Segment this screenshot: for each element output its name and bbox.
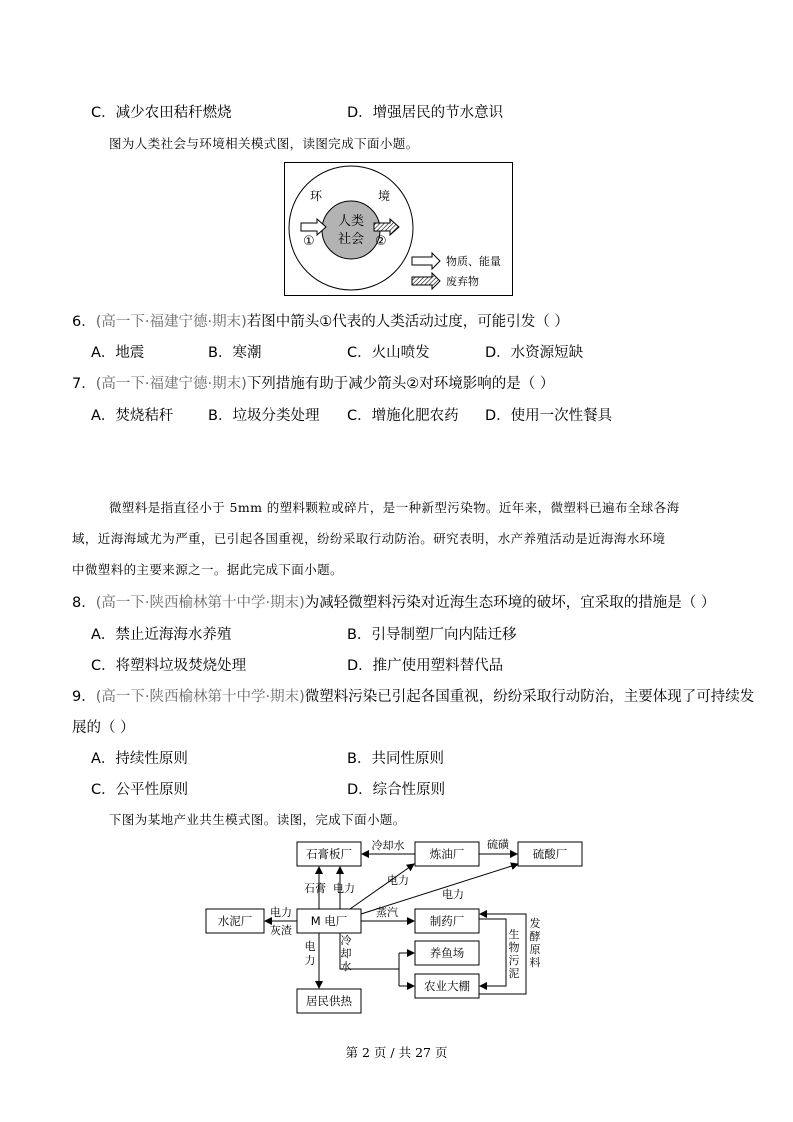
figure-industrial-symbiosis [200,834,592,1020]
q6-number: 6． [72,314,96,330]
edge-electricity-refinery: 电力 [387,874,409,887]
q6-option-b: B．寒潮 [208,345,262,361]
arrow1-label: ① [303,234,315,249]
legend-waste-label: 废弃物 [446,275,479,288]
intro2-line2: 域，近海海域尤为严重，已引起各国重视，纷纷采取行动防治。研究表明，水产养殖活动是近海海水环境 [72,531,666,546]
legend-material-label: 物质、能量 [446,255,501,268]
q8-option-c: C．将塑料垃圾焚烧处理 [91,658,247,674]
question-8 [72,591,715,612]
q9-stem-line1: 微塑料污染已引起各国重视，纷纷采取行动防治，主要体现了可持续发 [304,689,755,705]
figure-human-environment [284,162,513,296]
label-power-plant: M 电厂 [310,914,348,928]
q6-option-a: A．地震 [91,345,145,361]
q8-option-d: D．推广使用塑料替代品 [347,658,504,674]
q8-option-a: A．禁止近海海水养殖 [91,627,232,643]
edge-sulfur: 硫磺 [487,838,509,851]
q6-stem: 若图中箭头①代表的人类活动过度，可能引发（ ） [246,314,569,330]
label-pharma-factory: 制药厂 [429,914,465,928]
edge-ash: 灰渣 [270,924,292,937]
q8-number: 8． [72,595,96,611]
q7-number: 7． [72,376,96,392]
q9-option-b: B．共同性原则 [347,751,444,767]
q6-source: (高一下·福建宁德·期末) [95,314,247,330]
label-refinery: 炼油厂 [429,847,465,861]
env-right-label: 境 [378,189,391,203]
label-fish-farm: 养鱼场 [429,946,465,960]
edge-fermentation: 发酵原料 [529,917,541,969]
q7-stem: 下列措施有助于减少箭头②对环境影响的是（ ） [246,376,555,392]
edge-gypsum: 石膏 [304,882,326,895]
edge-electricity-gypsum: 电力 [333,882,355,895]
edge-electricity-residential: 电力 [304,940,316,967]
q7-option-b: B．垃圾分类处理 [208,408,320,424]
prev-option-d: D．增强居民的节水意识 [347,105,504,121]
center-label-1: 人类 [337,214,365,229]
label-residential-heat: 居民供热 [306,994,352,1008]
label-greenhouse: 农业大棚 [424,979,470,993]
edge-bio-sludge: 生物污泥 [508,928,520,980]
intro-figure2: 下图为某地产业共生模式图。读图，完成下面小题。 [109,812,406,827]
intro-figure1: 图为人类社会与环境相关模式图，读图完成下面小题。 [109,136,419,151]
q6-option-d: D．水资源短缺 [485,345,584,361]
edge-electricity-sulfuric: 电力 [442,888,464,901]
question-9 [72,685,754,706]
intro2-line3: 中微塑料的主要来源之一。据此完成下面小题。 [72,562,343,577]
question-7 [72,372,554,393]
label-sulfuric-factory: 硫酸厂 [532,847,568,861]
q9-source: (高一下·陕西榆林第十中学·期末) [95,689,305,705]
label-gypsum-factory: 石膏板厂 [306,847,352,861]
edge-electricity-cement: 电力 [270,906,292,919]
q7-option-d: D．使用一次性餐具 [485,408,613,424]
q7-option-c: C．增施化肥农药 [347,408,459,424]
q7-option-a: A．焚烧秸秆 [91,408,174,424]
edge-steam: 蒸汽 [376,906,398,919]
q6-option-c: C．火山喷发 [347,345,430,361]
intro2-line1: 微塑料是指直径小于 5mm 的塑料颗粒或碎片，是一种新型污染物。近年来，微塑料已遍布全球各海 [109,500,680,515]
q9-option-d: D．综合性原则 [347,782,446,798]
prev-option-c: C．减少农田秸秆燃烧 [91,105,232,121]
q9-number: 9． [72,689,96,705]
label-cement-factory: 水泥厂 [217,914,253,928]
q9-option-a: A．持续性原则 [91,751,188,767]
arrow2-label: ② [375,234,387,249]
question-6 [72,310,569,331]
q7-source: (高一下·福建宁德·期末) [95,376,247,392]
edge-cooling-water: 冷却水 [371,839,405,852]
human-society-circle [322,201,380,259]
env-left-label: 环 [310,189,323,203]
edge-cooling-water-vertical: 冷却水 [340,934,352,973]
q8-stem: 为减轻微塑料污染对近海生态环境的破坏，宜采取的措施是（ ） [304,595,716,611]
q9-stem-line2: 展的（ ） [72,720,135,736]
q8-option-b: B．引导制塑厂向内陆迁移 [347,627,517,643]
page-footer: 第 2 页 / 共 27 页 [345,1045,448,1060]
q8-source: (高一下·陕西榆林第十中学·期末) [95,595,305,611]
center-label-2: 社会 [337,232,365,247]
q9-option-c: C．公平性原则 [91,782,189,798]
